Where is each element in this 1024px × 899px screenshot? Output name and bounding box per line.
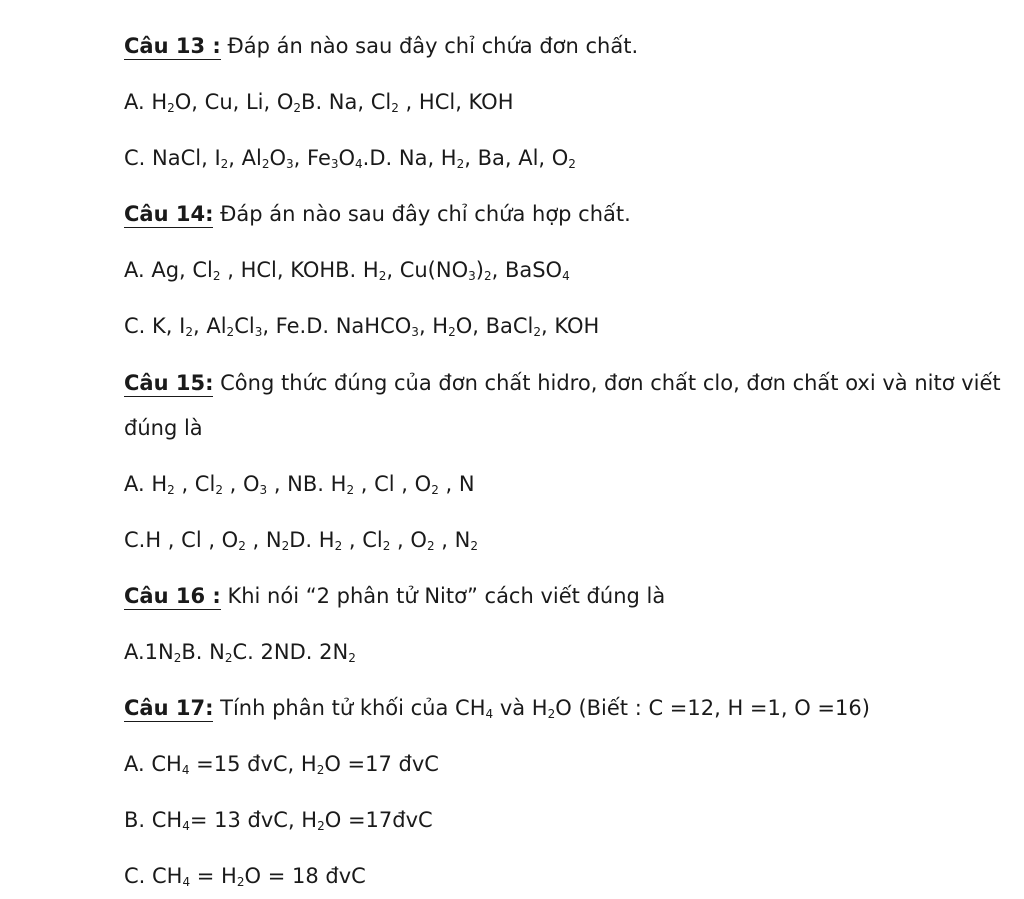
subscript: 4 [355, 157, 363, 171]
subscript: 3 [254, 325, 263, 339]
subscript: 2 [348, 651, 356, 665]
text-run: Tính phân tử khối của CH [213, 696, 486, 720]
question-label: Câu 14: [124, 202, 214, 226]
text-run: , Al [228, 146, 262, 170]
text-run: O = 18 đvC [244, 864, 366, 888]
text-run: O (Biết : C =12, H =1, O =16) [555, 696, 870, 720]
subscript: 2 [346, 483, 355, 497]
subscript: 2 [382, 539, 391, 553]
text-run: C. NaCl, I [124, 146, 221, 170]
text-run: , Fe.D. NaHCO [262, 314, 412, 338]
question-14-options-1 [124, 256, 570, 284]
text-run: B. CH [124, 808, 183, 832]
subscript: 2 [281, 539, 290, 553]
text-run: .D. Na, H [362, 146, 457, 170]
subscript: 4 [485, 707, 494, 721]
text-run: O [338, 146, 356, 170]
text-run: O =17đvC [324, 808, 433, 832]
subscript: 3 [259, 483, 268, 497]
text-run: , Al [192, 314, 227, 338]
text-run: C. K, I [124, 314, 186, 338]
text-run: C. CH [124, 864, 183, 888]
text-run: O [269, 146, 287, 170]
text-run: B. Na, Cl [301, 90, 392, 114]
text-run: , Cl , O [354, 472, 432, 496]
subscript: 2 [317, 819, 325, 833]
text-run: = 13 đvC, H [189, 808, 318, 832]
subscript: 4 [182, 819, 190, 833]
question-text-continuation: đúng là [124, 416, 203, 440]
subscript: 2 [533, 325, 542, 339]
subscript: 4 [182, 875, 191, 889]
text-run: =15 đvC, H [189, 752, 317, 776]
subscript: 2 [293, 101, 302, 115]
text-run: , O [222, 472, 260, 496]
subscript: 2 [167, 101, 175, 115]
question-label: Câu 16 : [124, 584, 221, 608]
text-run: A. Ag, Cl [124, 258, 213, 282]
text-run: ) [475, 258, 484, 282]
subscript: 2 [431, 483, 439, 497]
text-run: , Cl [342, 528, 383, 552]
subscript: 2 [261, 157, 270, 171]
subscript: 4 [562, 269, 570, 283]
text-run: , HCl, KOHB. H [220, 258, 379, 282]
text-run: A.1N [124, 640, 174, 664]
question-text: Đáp án nào sau đây chỉ chứa hợp chất. [213, 202, 631, 226]
question-13 [124, 32, 638, 60]
subscript: 2 [483, 269, 492, 283]
subscript: 2 [426, 539, 435, 553]
text-run: A. CH [124, 752, 182, 776]
text-run: , H [418, 314, 449, 338]
question-text: Công thức đúng của đơn chất hidro, đơn chất clo, đơn chất oxi và nitơ viết [213, 371, 1001, 395]
question-15-options-1 [124, 470, 475, 498]
text-run: O, BaCl [455, 314, 534, 338]
subscript: 2 [215, 483, 223, 497]
question-label: Câu 15: [124, 371, 214, 395]
question-label: Câu 13 : [124, 34, 221, 58]
subscript: 2 [173, 651, 182, 665]
subscript: 4 [181, 763, 190, 777]
text-run: , HCl, KOH [398, 90, 514, 114]
text-run: và H [493, 696, 548, 720]
text-run: O, Cu, Li, O [174, 90, 294, 114]
text-run: , Ba, Al, O [464, 146, 569, 170]
question-14-options-2 [124, 312, 599, 340]
question-17-options-2 [124, 806, 433, 834]
question-17 [124, 694, 870, 722]
question-17-options-3 [124, 862, 366, 890]
question-15-continuation [124, 414, 203, 442]
subscript: 2 [448, 325, 456, 339]
question-13-options-2 [124, 144, 576, 172]
subscript: 2 [212, 269, 221, 283]
subscript: 2 [316, 763, 325, 777]
subscript: 3 [411, 325, 419, 339]
text-run: Cl [234, 314, 255, 338]
question-13-options-1 [124, 88, 513, 116]
subscript: 2 [456, 157, 465, 171]
subscript: 2 [226, 325, 235, 339]
text-run: = H [190, 864, 237, 888]
text-run: , N [245, 528, 282, 552]
subscript: 3 [286, 157, 294, 171]
text-run: A. H [124, 90, 168, 114]
question-text: Đáp án nào sau đây chỉ chứa đơn chất. [220, 34, 639, 58]
question-17-options-1 [124, 750, 439, 778]
question-text: Khi nói “2 phân tử Nitơ” cách viết đúng là [220, 584, 666, 608]
text-run: D. H [289, 528, 335, 552]
text-run: C.H , Cl , O [124, 528, 239, 552]
text-run: O =17 đvC [324, 752, 439, 776]
subscript: 2 [547, 707, 556, 721]
text-run: , NB. H [267, 472, 347, 496]
subscript: 2 [220, 157, 229, 171]
subscript: 2 [236, 875, 245, 889]
text-run: C. 2ND. 2N [232, 640, 349, 664]
question-text [213, 696, 869, 720]
text-run: , O [390, 528, 427, 552]
subscript: 3 [468, 269, 476, 283]
question-15 [124, 369, 1001, 397]
subscript: 2 [167, 483, 175, 497]
subscript: 3 [330, 157, 339, 171]
text-run: , KOH [541, 314, 600, 338]
text-run: , N [434, 528, 471, 552]
subscript: 2 [224, 651, 233, 665]
text-run: , BaSO [491, 258, 563, 282]
question-label: Câu 17: [124, 696, 214, 720]
text-run: , Cl [174, 472, 216, 496]
subscript: 2 [391, 101, 399, 115]
question-16 [124, 582, 665, 610]
subscript: 2 [238, 539, 246, 553]
question-14 [124, 200, 631, 228]
text-run: , Fe [293, 146, 331, 170]
text-run: , N [438, 472, 475, 496]
text-run: A. H [124, 472, 168, 496]
subscript: 2 [334, 539, 343, 553]
subscript: 2 [378, 269, 387, 283]
text-run: , Cu(NO [386, 258, 469, 282]
text-run: B. N [181, 640, 225, 664]
question-16-options-1 [124, 638, 356, 666]
question-15-options-2 [124, 526, 478, 554]
subscript: 2 [470, 539, 478, 553]
subscript: 2 [568, 157, 576, 171]
subscript: 2 [185, 325, 193, 339]
